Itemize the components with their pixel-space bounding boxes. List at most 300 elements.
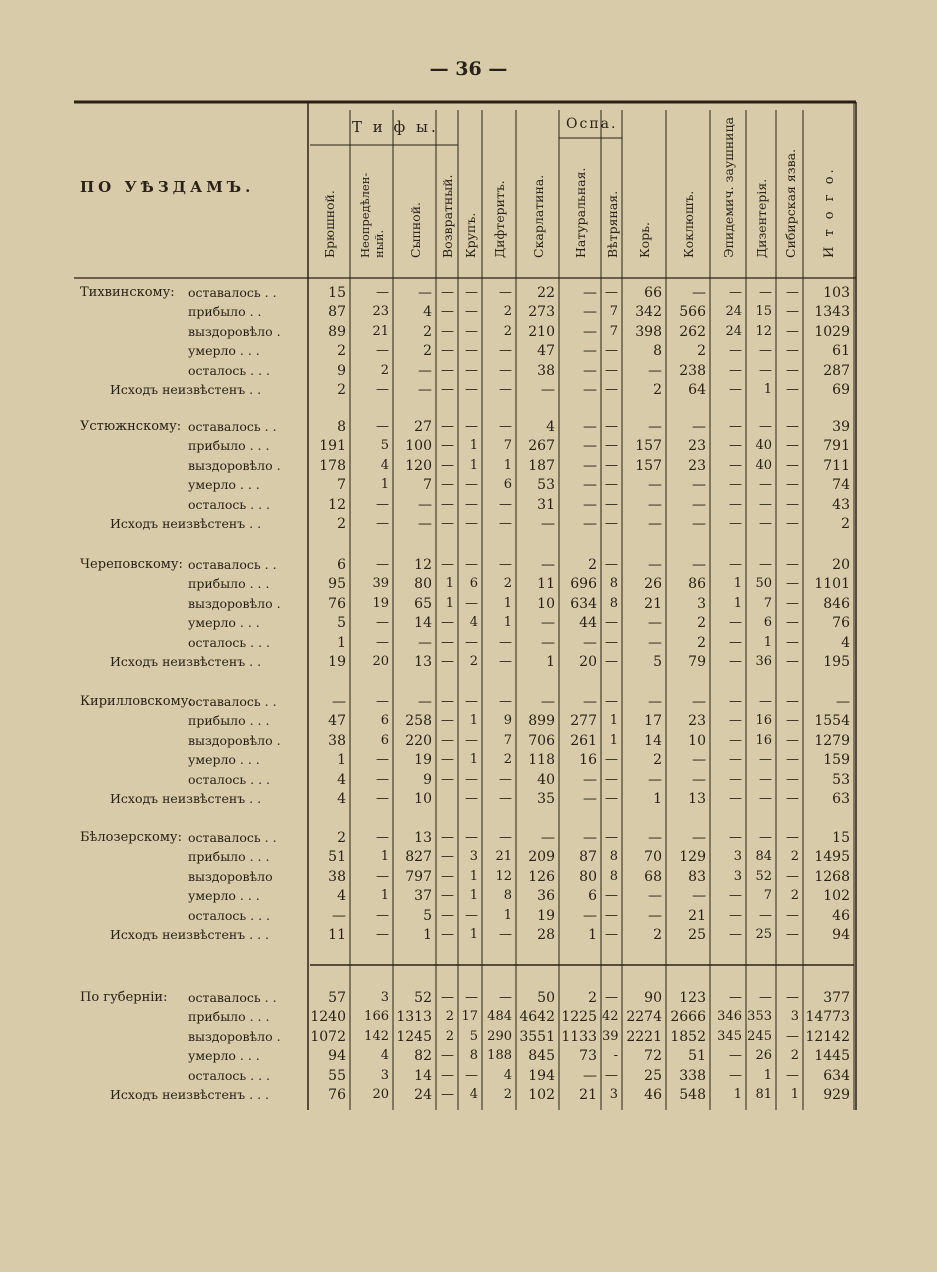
data-cell: 1: [763, 1067, 772, 1083]
data-cell: —: [441, 419, 454, 434]
data-cell: 12: [414, 557, 432, 573]
data-cell: —: [441, 496, 454, 512]
data-cell: 262: [679, 323, 706, 340]
data-cell: —: [418, 285, 432, 301]
data-cell: 86: [688, 576, 706, 593]
data-cell: 548: [679, 1087, 706, 1103]
column-header: Крупъ.: [463, 212, 478, 258]
data-cell: 14773: [805, 1009, 850, 1026]
data-cell: 7: [423, 477, 432, 494]
data-cell: —: [332, 907, 346, 924]
data-cell: —: [759, 907, 772, 923]
data-cell: 791: [823, 438, 850, 455]
data-cell: —: [729, 285, 742, 300]
data-cell: 2: [697, 615, 706, 632]
data-cell: —: [786, 771, 799, 787]
data-cell: 14: [414, 615, 432, 632]
data-cell: 3: [790, 1009, 799, 1025]
data-cell: 4: [469, 1087, 478, 1102]
data-cell: 4: [337, 771, 346, 788]
data-cell: —: [729, 343, 742, 359]
data-cell: 37: [414, 888, 432, 905]
row-label: оставалось . .: [188, 557, 277, 572]
data-cell: —: [786, 595, 799, 611]
data-cell: 51: [328, 849, 346, 866]
data-cell: —: [583, 419, 597, 435]
data-cell: —: [418, 516, 432, 532]
data-cell: —: [729, 615, 742, 631]
data-cell: 1: [790, 1087, 799, 1102]
data-cell: 157: [635, 438, 662, 455]
data-cell: —: [729, 1067, 742, 1083]
data-cell: —: [786, 285, 799, 300]
data-cell: 1: [653, 791, 662, 807]
data-cell: 89: [328, 323, 346, 340]
data-cell: —: [499, 694, 512, 709]
row-label: осталось . . .: [188, 362, 271, 378]
data-cell: 2: [790, 1048, 799, 1064]
data-cell: —: [465, 419, 478, 434]
data-cell: —: [441, 868, 454, 884]
data-cell: 2: [503, 576, 512, 592]
data-cell: —: [499, 634, 512, 650]
data-cell: 1: [588, 927, 597, 943]
data-cell: 1: [609, 713, 618, 729]
data-cell: —: [376, 343, 389, 359]
data-cell: —: [465, 304, 478, 320]
data-cell: —: [583, 907, 597, 924]
district-name: По губерніи:: [80, 990, 168, 1005]
data-cell: 47: [328, 713, 346, 730]
data-cell: —: [729, 888, 742, 904]
data-cell: —: [729, 654, 742, 669]
row-label: оставалось . .: [188, 830, 277, 845]
data-cell: —: [499, 557, 512, 572]
data-cell: 82: [414, 1048, 432, 1065]
data-cell: 377: [823, 990, 850, 1006]
data-cell: —: [648, 419, 662, 435]
data-cell: —: [605, 752, 618, 768]
data-cell: 1: [469, 457, 478, 473]
data-cell: 55: [328, 1067, 346, 1084]
data-cell: 1: [380, 888, 389, 904]
data-cell: 1852: [670, 1028, 706, 1045]
data-cell: 1: [423, 927, 432, 943]
data-cell: —: [759, 557, 772, 572]
data-cell: 159: [823, 752, 850, 769]
data-cell: 68: [644, 868, 662, 885]
data-cell: —: [441, 1087, 454, 1102]
data-cell: —: [583, 830, 597, 846]
row-label: умерло . . .: [188, 343, 260, 359]
data-cell: —: [441, 323, 454, 339]
data-cell: 24: [725, 304, 742, 320]
data-cell: 40: [755, 438, 772, 454]
data-cell: 24: [414, 1087, 432, 1103]
data-cell: 66: [644, 285, 662, 301]
data-cell: —: [729, 694, 742, 709]
data-cell: 64: [688, 382, 706, 398]
data-cell: 10: [537, 595, 555, 612]
data-cell: 17: [644, 713, 662, 730]
data-cell: —: [759, 477, 772, 493]
data-cell: 273: [528, 304, 555, 321]
data-cell: —: [541, 382, 555, 398]
data-cell: 23: [372, 304, 389, 320]
data-cell: 74: [832, 477, 850, 494]
column-header: Брюшной.: [322, 190, 337, 258]
data-cell: 15: [755, 304, 772, 320]
data-cell: —: [786, 1028, 799, 1044]
data-cell: —: [583, 496, 597, 513]
smallpox-group-heading: Оспа.: [566, 116, 618, 132]
data-cell: —: [583, 477, 597, 494]
data-cell: —: [692, 419, 706, 435]
data-cell: —: [759, 830, 772, 845]
data-cell: 1: [469, 752, 478, 768]
data-cell: —: [759, 990, 772, 1005]
data-cell: 9: [337, 362, 346, 379]
data-cell: 245: [747, 1028, 772, 1044]
data-cell: 102: [528, 1087, 555, 1103]
data-cell: 1: [763, 634, 772, 650]
row-label: выздоровѣло .: [188, 732, 281, 748]
data-cell: 13: [414, 654, 432, 670]
data-cell: 2: [445, 1028, 454, 1044]
data-cell: —: [692, 888, 706, 905]
data-cell: 166: [364, 1009, 389, 1025]
data-cell: —: [692, 752, 706, 769]
data-cell: 20: [372, 654, 389, 669]
data-cell: 40: [537, 771, 555, 788]
data-cell: 4: [841, 634, 850, 651]
row-label: Исходъ неизвѣстенъ . . .: [110, 1087, 269, 1102]
data-cell: 53: [537, 477, 555, 494]
data-cell: —: [418, 362, 432, 379]
data-cell: 76: [832, 615, 850, 632]
data-cell: 1072: [310, 1028, 346, 1045]
row-label: прибыло . . .: [188, 713, 270, 729]
data-cell: 12: [495, 868, 512, 884]
data-cell: 4: [469, 615, 478, 631]
data-cell: 1: [763, 382, 772, 397]
data-cell: 287: [823, 362, 850, 379]
data-cell: 38: [328, 868, 346, 885]
data-cell: —: [376, 907, 389, 923]
data-cell: 929: [823, 1087, 850, 1103]
data-cell: 157: [635, 457, 662, 474]
district-name: Устюжнскому:: [80, 419, 182, 434]
data-cell: —: [465, 771, 478, 787]
data-cell: 2: [445, 1009, 454, 1025]
data-cell: —: [729, 477, 742, 493]
data-cell: —: [376, 830, 389, 845]
data-cell: 4: [380, 457, 389, 473]
data-cell: 19: [537, 907, 555, 924]
data-cell: —: [648, 477, 662, 494]
data-cell: 187: [528, 457, 555, 474]
data-cell: 634: [570, 595, 597, 612]
data-cell: 1: [733, 1087, 742, 1102]
data-cell: 80: [414, 576, 432, 593]
data-cell: 1554: [814, 713, 850, 730]
data-cell: 1: [503, 615, 512, 631]
data-cell: 2221: [626, 1028, 662, 1045]
data-cell: 44: [579, 615, 597, 632]
data-cell: —: [605, 438, 618, 454]
data-cell: 261: [570, 732, 597, 749]
data-cell: —: [759, 694, 772, 709]
column-header: Сибирская язва.: [782, 148, 798, 258]
data-cell: 7: [763, 888, 772, 904]
data-cell: 7: [337, 477, 346, 494]
data-cell: 194: [528, 1067, 555, 1084]
data-cell: —: [605, 888, 618, 904]
data-cell: —: [648, 907, 662, 924]
data-cell: 290: [487, 1028, 512, 1044]
column-header: Эпидемич. заушница: [721, 117, 736, 258]
data-cell: 2: [697, 634, 706, 651]
data-cell: —: [441, 771, 454, 787]
data-cell: —: [465, 285, 478, 300]
data-cell: —: [465, 990, 478, 1005]
data-cell: —: [786, 654, 799, 669]
data-cell: —: [376, 516, 389, 531]
data-cell: —: [605, 634, 618, 650]
data-cell: —: [583, 323, 597, 340]
data-cell: —: [332, 694, 346, 710]
data-cell: 142: [364, 1028, 389, 1044]
data-cell: —: [376, 771, 389, 787]
data-cell: 1: [503, 595, 512, 611]
data-cell: —: [583, 791, 597, 807]
data-cell: —: [583, 382, 597, 398]
data-cell: 2: [337, 516, 346, 532]
data-cell: 210: [528, 323, 555, 340]
data-cell: 8: [469, 1048, 478, 1064]
data-cell: —: [583, 634, 597, 651]
data-cell: 129: [679, 849, 706, 866]
data-cell: —: [583, 304, 597, 321]
data-cell: 12: [755, 323, 772, 339]
row-label: умерло . . .: [188, 752, 260, 768]
column-header: Неопредѣлен-ный.: [357, 172, 386, 258]
data-cell: —: [605, 907, 618, 923]
data-cell: —: [692, 694, 706, 710]
data-cell: 4: [337, 888, 346, 905]
data-cell: 63: [832, 791, 850, 807]
data-cell: 2666: [670, 1009, 706, 1026]
data-cell: —: [465, 907, 478, 923]
data-cell: —: [759, 362, 772, 378]
row-label: оставалось . .: [188, 694, 277, 709]
data-cell: —: [441, 382, 454, 397]
data-cell: 267: [528, 438, 555, 455]
data-cell: —: [376, 694, 389, 709]
data-cell: —: [441, 654, 454, 669]
data-cell: 8: [653, 343, 662, 360]
data-cell: 47: [537, 343, 555, 360]
data-cell: 81: [755, 1087, 772, 1102]
data-cell: —: [605, 285, 618, 300]
district-heading: ПО УѢЗДАМЪ.: [80, 178, 255, 196]
data-cell: 90: [644, 990, 662, 1006]
data-cell: —: [605, 557, 618, 572]
row-label: умерло . . .: [188, 1048, 260, 1064]
data-cell: 3: [380, 990, 389, 1005]
data-cell: —: [418, 694, 432, 710]
data-cell: —: [541, 557, 555, 573]
data-cell: —: [692, 285, 706, 301]
data-cell: —: [605, 382, 618, 397]
data-cell: 1240: [310, 1009, 346, 1026]
data-cell: 1: [380, 849, 389, 865]
data-cell: —: [729, 516, 742, 531]
data-cell: 120: [405, 457, 432, 474]
data-cell: —: [499, 927, 512, 942]
data-cell: —: [441, 457, 454, 473]
data-cell: —: [786, 516, 799, 531]
data-cell: 1: [503, 907, 512, 923]
data-cell: —: [465, 1067, 478, 1083]
data-cell: 123: [679, 990, 706, 1006]
data-cell: 1133: [561, 1028, 597, 1045]
row-label: осталось . . .: [188, 634, 271, 650]
data-cell: 17: [461, 1009, 478, 1025]
data-cell: 1: [469, 438, 478, 454]
data-cell: 6: [469, 576, 478, 592]
data-cell: —: [605, 990, 618, 1005]
data-cell: 9: [503, 713, 512, 729]
data-cell: 1: [503, 457, 512, 473]
data-cell: —: [465, 343, 478, 359]
data-cell: 2: [337, 382, 346, 398]
data-cell: 5: [423, 907, 432, 924]
data-cell: —: [729, 907, 742, 923]
data-cell: 21: [495, 849, 512, 865]
data-cell: —: [786, 438, 799, 454]
data-cell: 1: [445, 576, 454, 592]
data-cell: —: [786, 752, 799, 768]
data-cell: —: [441, 907, 454, 923]
data-cell: —: [541, 516, 555, 532]
data-cell: 2: [697, 343, 706, 360]
data-cell: —: [441, 285, 454, 300]
data-cell: 1: [469, 888, 478, 904]
data-cell: 277: [570, 713, 597, 730]
data-cell: —: [786, 830, 799, 845]
data-cell: —: [441, 516, 454, 531]
data-cell: 258: [405, 713, 432, 730]
data-cell: —: [418, 496, 432, 513]
data-cell: —: [465, 791, 478, 806]
data-cell: 6: [503, 477, 512, 493]
data-cell: 24: [725, 323, 742, 339]
data-cell: —: [465, 595, 478, 611]
data-cell: 57: [328, 990, 346, 1006]
data-cell: 6: [763, 615, 772, 631]
data-cell: 1: [546, 654, 555, 670]
data-cell: —: [441, 477, 454, 493]
data-cell: 5: [653, 654, 662, 670]
data-cell: 61: [832, 343, 850, 360]
data-cell: —: [583, 694, 597, 710]
data-cell: 20: [579, 654, 597, 670]
data-cell: —: [441, 990, 454, 1005]
data-cell: —: [786, 304, 799, 320]
data-cell: 6: [588, 888, 597, 905]
data-cell: —: [729, 496, 742, 512]
data-cell: 16: [755, 713, 772, 729]
row-label: выздоровѣло .: [188, 323, 281, 339]
data-cell: —: [605, 615, 618, 631]
row-label: выздоровѣло .: [188, 457, 281, 473]
data-cell: 8: [609, 849, 618, 865]
data-cell: —: [648, 496, 662, 513]
row-label: умерло . . .: [188, 615, 260, 631]
data-cell: 8: [609, 576, 618, 592]
data-cell: 22: [537, 285, 555, 301]
data-cell: 1279: [814, 732, 850, 749]
column-header: Коклюшъ.: [681, 190, 696, 258]
data-cell: —: [836, 694, 850, 710]
data-cell: 4: [337, 791, 346, 807]
data-cell: —: [499, 343, 512, 359]
data-cell: 2: [503, 323, 512, 339]
row-label: Исходъ неизвѣстенъ . .: [110, 791, 262, 806]
data-cell: 238: [679, 362, 706, 379]
data-cell: —: [786, 457, 799, 473]
typhus-group-heading: Т и ф ы.: [352, 118, 439, 136]
data-cell: —: [729, 732, 742, 748]
data-cell: 846: [823, 595, 850, 612]
data-cell: —: [499, 654, 512, 669]
data-cell: —: [376, 868, 389, 884]
row-label: выздоровѣло .: [188, 595, 281, 611]
data-cell: 4642: [519, 1009, 555, 1026]
data-cell: 353: [747, 1009, 772, 1025]
data-cell: 4: [503, 1067, 512, 1083]
data-cell: 103: [823, 285, 850, 301]
data-cell: —: [465, 634, 478, 650]
district-name: Череповскому:: [80, 557, 183, 572]
data-cell: —: [786, 419, 799, 434]
data-cell: 13: [688, 791, 706, 807]
data-cell: —: [583, 516, 597, 532]
data-cell: —: [376, 557, 389, 572]
data-cell: 209: [528, 849, 555, 866]
data-cell: —: [499, 362, 512, 378]
data-cell: —: [605, 362, 618, 378]
data-cell: —: [605, 496, 618, 512]
data-cell: —: [605, 694, 618, 709]
data-cell: —: [648, 516, 662, 532]
data-cell: 1245: [396, 1028, 432, 1045]
page-number: — 36 —: [429, 58, 508, 80]
data-cell: 1268: [814, 868, 850, 885]
column-header: Корь.: [637, 222, 652, 258]
data-cell: 634: [823, 1067, 850, 1084]
data-cell: 26: [644, 576, 662, 593]
data-cell: 827: [405, 849, 432, 866]
data-cell: 95: [328, 576, 346, 593]
data-cell: 7: [609, 304, 618, 320]
data-cell: —: [465, 477, 478, 493]
data-cell: 26: [755, 1048, 772, 1064]
data-cell: —: [729, 830, 742, 845]
data-cell: 1: [337, 752, 346, 769]
data-cell: 1101: [814, 576, 850, 593]
